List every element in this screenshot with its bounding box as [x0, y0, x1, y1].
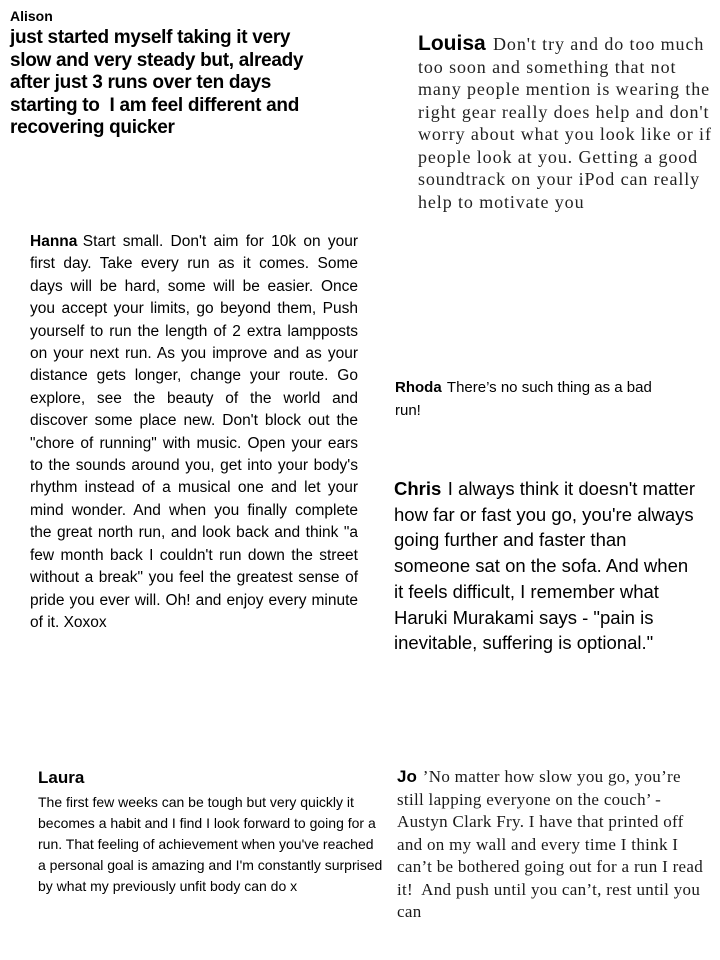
quote-text-rhoda: There’s no such thing as a bad run!: [395, 379, 652, 419]
author-name-laura: Laura: [38, 768, 85, 787]
testimonial-louisa: [418, 33, 714, 213]
quote-text-jo: ’No matter how slow you go, you’re still lapping everyone on the couch’ - Austyn Clark Fry. I have that printed off and on my wall and every time I think I can’t be bothered going out for a run I read it! And push until you can’t, rest until you can: [397, 767, 708, 921]
author-name-jo: Jo: [397, 767, 417, 786]
testimonial-chris: [394, 476, 702, 656]
quote-text-louisa: Don't try and do too much too soon and something that not many people mention is wearing the right gear really does help and don't worry about what you look like or if people look at you. Getting a good soundtrack on your iPod can really help to motivate you: [418, 34, 712, 212]
quote-text-alison: just started myself taking it very slow and very steady but, already after just 3 runs over ten days starting to I am feel different and recovering quicker: [10, 27, 309, 138]
testimonial-laura: [38, 768, 383, 897]
author-name-rhoda: Rhoda: [395, 379, 442, 396]
author-name-chris: Chris: [394, 478, 442, 499]
testimonial-hanna: [30, 231, 358, 634]
testimonial-rhoda: [395, 377, 657, 422]
quote-text-hanna: Start small. Don't aim for 10k on your first day. Take every run as it comes. Some days will be hard, some will be easier. Once you accept your limits, go beyond them, Push yourself to run the length of 2 extra lampposts on your next run. As you improve and as your distance gets longer, change your route. Go explore, see the beauty of the world and discover some place new. Don't block out the "chore of running" with music. Open your ears to the sounds around you, get into your body's rhythm instead of a musical one and let your mind wonder. And when you finally complete the great north run, and look back and think "a few month back I couldn't run down the street without a break" you feel the greatest sense of pride you ever will. Oh! and enjoy every minute of it. Xoxox: [30, 233, 358, 631]
author-name-alison: Alison: [10, 8, 53, 24]
author-name-hanna: Hanna: [30, 233, 78, 250]
quote-text-laura: The first few weeks can be tough but very quickly it becomes a habit and I find I look forward to going for a run. That feeling of achievement when you've reached a personal goal is amazing and I'm constantly surprised by what my previously unfit body can do x: [38, 794, 383, 894]
testimonial-jo: [397, 766, 709, 924]
author-name-louisa: Louisa: [418, 32, 486, 55]
testimonial-alison: [10, 8, 309, 140]
quote-text-chris: I always think it doesn't matter how far or fast you go, you're always going further and faster than someone sat on the sofa. And when it feels difficult, I remember what Haruki Murakami says - "pain is inevitable, suffering is optional.": [394, 478, 695, 654]
